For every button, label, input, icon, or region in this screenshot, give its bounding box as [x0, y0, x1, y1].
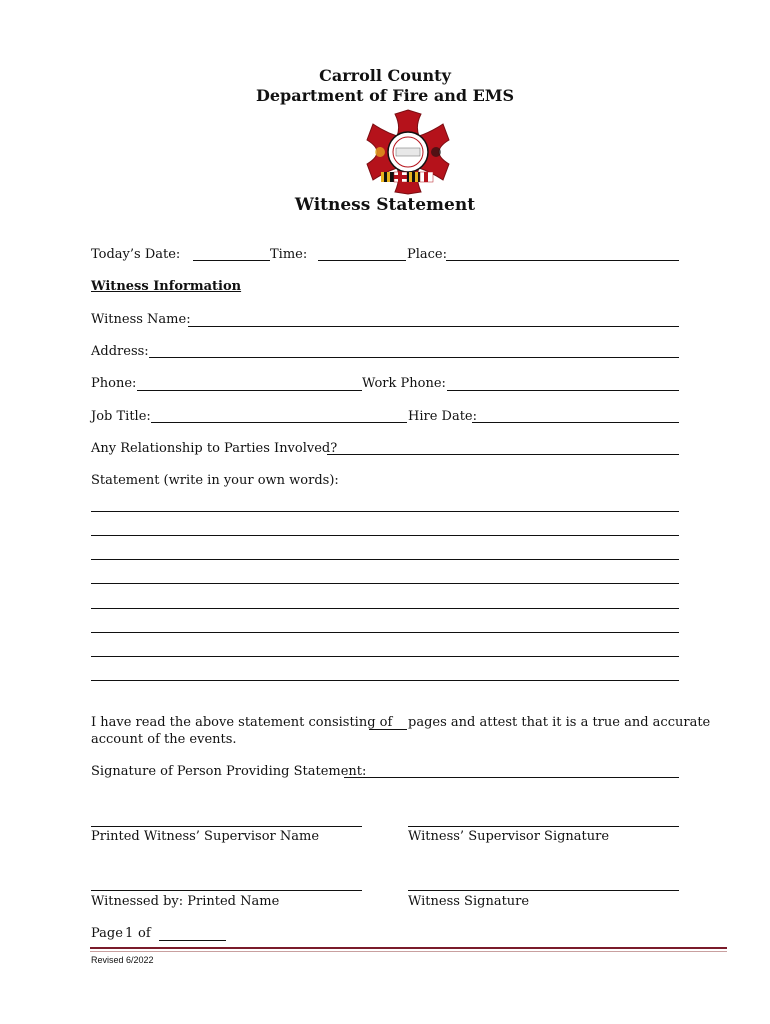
statement-line[interactable] — [91, 559, 679, 560]
statement-line[interactable] — [91, 583, 679, 584]
signature-person-field[interactable] — [344, 777, 679, 778]
supervisor-signature-label: Witness’ Supervisor Signature — [408, 829, 610, 844]
statement-line[interactable] — [91, 632, 679, 633]
todays-date-field[interactable] — [193, 260, 270, 261]
relationship-label: Any Relationship to Parties Involved? — [91, 441, 338, 456]
place-label: Place: — [407, 247, 448, 262]
work-phone-field[interactable] — [447, 390, 679, 391]
witness-signature-label: Witness Signature — [408, 894, 530, 909]
job-title-label: Job Title: — [91, 409, 151, 424]
revision-date: Revised 6/2022 — [91, 955, 154, 965]
address-field[interactable] — [149, 357, 679, 358]
hire-date-label: Hire Date: — [408, 409, 478, 424]
phone-field[interactable] — [137, 390, 362, 391]
supervisor-signature-field[interactable] — [408, 826, 679, 827]
witnessed-by-name-field[interactable] — [91, 890, 362, 891]
witnessed-by-name-label: Witnessed by: Printed Name — [91, 894, 280, 909]
phone-label: Phone: — [91, 376, 137, 391]
footer-divider-thin — [90, 951, 727, 952]
page-label: Page — [91, 926, 123, 941]
todays-date-label: Today’s Date: — [91, 247, 181, 262]
org-name-line1: Carroll County — [319, 66, 451, 85]
witness-information-heading: Witness Information — [91, 279, 242, 294]
statement-line[interactable] — [91, 656, 679, 657]
job-title-field[interactable] — [151, 422, 407, 423]
attestation-text-part3: account of the events. — [91, 732, 237, 747]
attestation-text-part1: I have read the above statement consisting of — [91, 715, 393, 730]
time-field[interactable] — [318, 260, 406, 261]
printed-supervisor-name-field[interactable] — [91, 826, 362, 827]
witness-signature-field[interactable] — [408, 890, 679, 891]
attestation-text-part2: pages and attest that it is a true and accurate — [408, 715, 711, 730]
statement-label: Statement (write in your own words): — [91, 473, 339, 488]
page-count-field[interactable] — [369, 729, 407, 730]
of-label: of — [138, 926, 151, 941]
relationship-field[interactable] — [327, 454, 679, 455]
statement-line[interactable] — [91, 608, 679, 609]
address-label: Address: — [91, 344, 149, 359]
time-label: Time: — [270, 247, 308, 262]
statement-line[interactable] — [91, 535, 679, 536]
witness-name-label: Witness Name: — [91, 312, 191, 327]
form-title: Witness Statement — [294, 195, 476, 215]
hire-date-field[interactable] — [472, 422, 679, 423]
org-name-line2: Department of Fire and EMS — [255, 86, 515, 105]
total-pages-field[interactable] — [159, 940, 226, 941]
witness-name-field[interactable] — [188, 326, 679, 327]
printed-supervisor-name-label: Printed Witness’ Supervisor Name — [91, 829, 320, 844]
page-number: 1 — [125, 926, 134, 941]
statement-line[interactable] — [91, 680, 679, 681]
place-field[interactable] — [446, 260, 679, 261]
footer-divider — [90, 947, 727, 949]
fire-department-logo-icon — [363, 108, 453, 196]
signature-person-label: Signature of Person Providing Statement: — [91, 764, 367, 779]
statement-line[interactable] — [91, 511, 679, 512]
work-phone-label: Work Phone: — [362, 376, 446, 391]
